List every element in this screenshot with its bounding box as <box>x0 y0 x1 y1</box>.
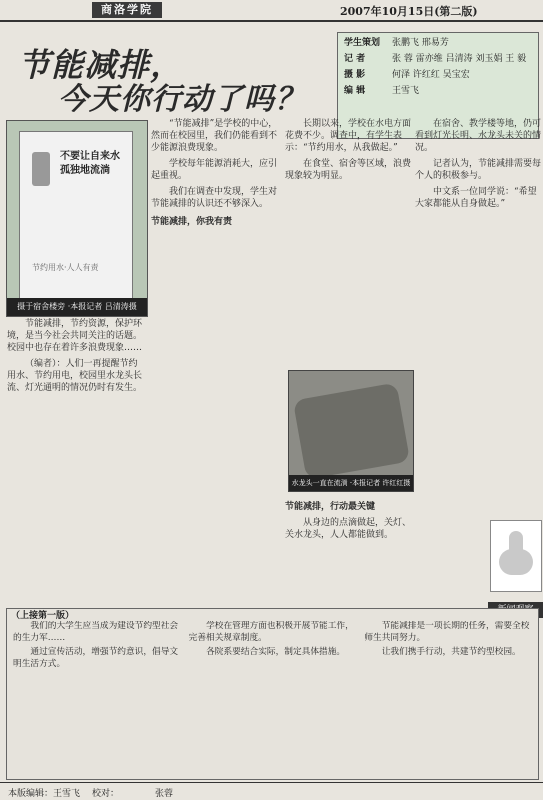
article-column-mid2 <box>285 118 413 368</box>
paragraph: 各院系要结合实际，制定具体措施。 <box>206 647 346 657</box>
headline-line-2: 今天你行动了吗？ <box>58 82 306 117</box>
issue-line: 2007年10月15日(第二版) <box>340 5 478 18</box>
pipe-shape <box>293 382 410 479</box>
subheading: 节能减排，你我有责 <box>151 217 233 227</box>
paragraph: 我们的大学生应当成为建设节约型社会的生力军…… <box>13 621 179 643</box>
lower-title: （上接第一版） <box>11 611 75 621</box>
credit-label: 学生策划 <box>344 38 381 48</box>
lower-column <box>189 621 357 779</box>
credit-names: 张 蓉 雷亦维 吕清涛 刘玉娟 王 毅 <box>392 54 527 64</box>
paragraph: 在食堂、宿舍等区域，浪费现象较为明显。 <box>285 159 412 181</box>
photo-caption: 摄于宿舍楼旁 ·本报记者 吕清涛摄 <box>7 298 147 316</box>
paragraph: 中文系一位同学说：“希望大家都能从自身做起。” <box>415 187 537 209</box>
credit-names: 王雪飞 <box>392 86 420 96</box>
credit-row <box>338 49 538 65</box>
credit-names: 何泽 许红红 吴宝宏 <box>392 70 470 80</box>
paragraph: 节能减排，节约资源，保护环境，是当今社会共同关注的话题。校园中也存在着许多浪费现象…… <box>7 319 143 353</box>
credit-names: 张鹏飞 邢易芳 <box>392 38 449 48</box>
credit-row <box>338 81 538 97</box>
header-rule <box>0 20 543 22</box>
page-footer <box>0 782 543 800</box>
faucet-icon <box>32 152 50 186</box>
lower-column <box>13 621 181 779</box>
poster-line: 不要让自来水 <box>60 151 120 162</box>
tree-icon <box>499 549 533 575</box>
paragraph: 学校在管理方面也积极开展节能工作，完善相关规章制度。 <box>188 621 354 643</box>
lower-column <box>364 621 532 779</box>
photo-caption: 水龙头一直在流淌 ·本报记者 许红红摄 <box>289 475 413 491</box>
masthead: 商洛学院 <box>92 2 162 18</box>
water-poster <box>19 131 133 303</box>
faucet-photo <box>288 370 414 492</box>
paragraph: 通过宣传活动，增强节约意识，倡导文明生活方式。 <box>13 647 179 669</box>
lower-article <box>6 608 539 780</box>
credit-label: 摄 影 <box>344 70 366 80</box>
side-illustration <box>490 520 542 592</box>
paragraph: 长期以来，学校在水电方面花费不少。调查中，有学生表示：“节约用水，从我做起。” <box>285 119 412 153</box>
page-header <box>0 0 543 22</box>
credit-label: 编 辑 <box>344 86 366 96</box>
paragraph: 在宿舍、教学楼等地，仍可看到灯光长明、水龙头未关的情况。 <box>415 119 541 153</box>
paragraph: 学校每年能源消耗大，应引起重视。 <box>151 159 278 181</box>
footer-editor: 本版编辑：王雪飞 <box>8 789 81 799</box>
poster-photo <box>6 120 148 317</box>
paragraph: 记者认为，节能减排需要每个人的积极参与。 <box>415 159 541 181</box>
footer-proofreader-name: 张蓉 <box>155 789 174 799</box>
paragraph: “节能减排”是学校的中心，然而在校园里，我们仍能看到不少能源浪费现象。 <box>151 119 278 153</box>
poster-small-text: 节约用水·人人有责 <box>32 263 99 272</box>
lower-columns <box>7 621 538 779</box>
paragraph: 节能减排是一项长期的任务，需要全校师生共同努力。 <box>364 621 530 643</box>
article-column-right <box>415 118 541 518</box>
footer-proofreader-label: 校对： <box>92 789 120 799</box>
credit-row <box>338 65 538 81</box>
article-column-mid <box>151 118 279 518</box>
paragraph: （编者）：人们一再提醒节约用水、节约用电，校园里水龙头长流、灯光通明的情况仍时有发生。 <box>7 359 143 393</box>
poster-line: 孤独地流淌 <box>60 165 110 176</box>
paragraph: 让我们携手行动，共建节约型校园。 <box>381 647 521 657</box>
headline-line-1: 节能减排， <box>18 46 184 84</box>
credit-row <box>338 33 538 49</box>
poster-text <box>60 150 120 178</box>
credit-label: 记 者 <box>344 54 366 64</box>
article-column-left <box>7 318 145 518</box>
paragraph: 我们在调查中发现，学生对节能减排的认识还不够深入。 <box>151 187 278 209</box>
paragraph: 从身边的点滴做起，关灯、关水龙头，人人都能做到。 <box>285 518 412 540</box>
subheading: 节能减排，行动最关键 <box>285 502 376 512</box>
